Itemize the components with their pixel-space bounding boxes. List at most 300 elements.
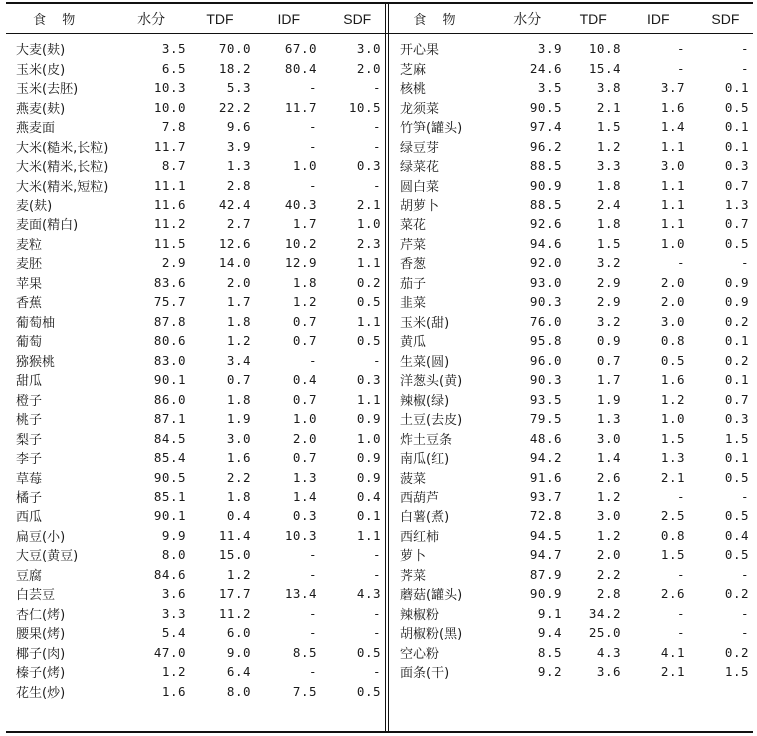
table-row — [6, 234, 385, 253]
idf-value: 1.7 — [292, 216, 317, 232]
table-row — [390, 273, 753, 292]
food-name: 胡萝卜 — [400, 198, 440, 214]
water-value: 93.5 — [529, 391, 562, 407]
idf-value: - — [308, 352, 317, 368]
water-value: 93.0 — [529, 274, 562, 290]
idf-value: 1.6 — [660, 372, 685, 388]
tdf-value: 1.4 — [596, 450, 621, 466]
table-row — [390, 39, 753, 58]
sdf-value: 2.3 — [356, 235, 381, 251]
idf-value: 1.5 — [660, 547, 685, 563]
water-value: 24.6 — [529, 60, 562, 76]
water-value: 7.8 — [161, 119, 186, 135]
tdf-value: 3.0 — [596, 430, 621, 446]
sdf-value: 0.2 — [724, 352, 749, 368]
food-name: 蘑菇(罐头) — [400, 588, 463, 604]
sdf-value: - — [372, 566, 381, 582]
idf-value: - — [676, 625, 685, 641]
table-row — [6, 156, 385, 175]
sdf-value: - — [740, 605, 749, 621]
food-name: 香蕉 — [16, 296, 43, 312]
sdf-value: - — [372, 177, 381, 193]
table-row — [390, 175, 753, 194]
idf-value: 1.3 — [660, 450, 685, 466]
table-row — [6, 312, 385, 331]
food-name: 生菜(圆) — [400, 354, 450, 370]
sdf-value: 0.1 — [724, 372, 749, 388]
tdf-value: 8.0 — [226, 683, 251, 699]
sdf-value: 0.9 — [724, 294, 749, 310]
water-value: 3.9 — [537, 41, 562, 57]
idf-value: - — [308, 119, 317, 135]
sdf-value: 0.7 — [724, 177, 749, 193]
right-half — [390, 4, 753, 681]
table-row — [6, 409, 385, 428]
water-value: 48.6 — [529, 430, 562, 446]
sdf-value: 0.1 — [724, 333, 749, 349]
sdf-value: - — [372, 119, 381, 135]
tdf-value: 14.0 — [218, 255, 251, 271]
idf-value: - — [676, 605, 685, 621]
sdf-value: 0.2 — [724, 644, 749, 660]
sdf-value: - — [740, 41, 749, 57]
table-row — [6, 662, 385, 681]
sdf-value: - — [740, 625, 749, 641]
tdf-value: 0.4 — [226, 508, 251, 524]
water-value: 84.5 — [153, 430, 186, 446]
header-sdf: SDF — [711, 10, 740, 27]
water-value: 11.7 — [153, 138, 186, 154]
table-row — [6, 331, 385, 350]
idf-value: 12.9 — [284, 255, 317, 271]
left-rows — [6, 39, 385, 701]
water-value: 9.9 — [161, 527, 186, 543]
sdf-value: 0.9 — [356, 450, 381, 466]
sdf-value: 1.1 — [356, 527, 381, 543]
food-name: 竹笋(罐头) — [400, 121, 463, 137]
tdf-value: 0.9 — [596, 333, 621, 349]
table-row — [6, 467, 385, 486]
food-name: 玉米(去胚) — [16, 82, 79, 98]
idf-value: 1.2 — [660, 391, 685, 407]
food-name: 玉米(甜) — [400, 315, 450, 331]
water-value: 90.1 — [153, 508, 186, 524]
tdf-value: 1.7 — [226, 294, 251, 310]
tdf-value: 1.2 — [226, 333, 251, 349]
table-row — [6, 351, 385, 370]
food-name: 面条(干) — [400, 666, 450, 682]
tdf-value: 1.8 — [226, 489, 251, 505]
sdf-value: 0.3 — [356, 372, 381, 388]
tdf-value: 2.8 — [226, 177, 251, 193]
food-name: 葡萄 — [16, 335, 43, 351]
sdf-value: 0.1 — [724, 80, 749, 96]
tdf-value: 5.3 — [226, 80, 251, 96]
water-value: 90.5 — [529, 99, 562, 115]
idf-value: 40.3 — [284, 196, 317, 212]
water-value: 87.8 — [153, 313, 186, 329]
sdf-value: 1.3 — [724, 196, 749, 212]
idf-value: 2.6 — [660, 586, 685, 602]
water-value: 83.6 — [153, 274, 186, 290]
idf-value: - — [308, 80, 317, 96]
tdf-value: 1.9 — [596, 391, 621, 407]
idf-value: 2.0 — [292, 430, 317, 446]
table-row — [6, 175, 385, 194]
sdf-value: 0.1 — [724, 450, 749, 466]
idf-value: 1.2 — [292, 294, 317, 310]
tdf-value: 12.6 — [218, 235, 251, 251]
sdf-value: 2.1 — [356, 196, 381, 212]
food-name: 西葫芦 — [400, 491, 440, 507]
food-name: 韭菜 — [400, 296, 427, 312]
water-value: 90.3 — [529, 372, 562, 388]
sdf-value: 1.1 — [356, 313, 381, 329]
water-value: 91.6 — [529, 469, 562, 485]
idf-value: 1.6 — [660, 99, 685, 115]
food-name: 洋葱头(黄) — [400, 374, 463, 390]
idf-value: - — [308, 177, 317, 193]
idf-value: 1.5 — [660, 430, 685, 446]
food-name: 黄瓜 — [400, 335, 427, 351]
idf-value: 2.1 — [660, 469, 685, 485]
idf-value: 3.0 — [660, 158, 685, 174]
water-value: 80.6 — [153, 333, 186, 349]
food-name: 辣椒(绿) — [400, 393, 450, 409]
table-row — [6, 273, 385, 292]
table-row — [390, 195, 753, 214]
food-name: 麦面(精白) — [16, 218, 79, 234]
idf-value: - — [308, 138, 317, 154]
water-value: 1.6 — [161, 683, 186, 699]
food-name: 萝卜 — [400, 549, 427, 565]
tdf-value: 3.4 — [226, 352, 251, 368]
water-value: 3.6 — [161, 586, 186, 602]
sdf-value: 0.7 — [724, 391, 749, 407]
sdf-value: 0.2 — [724, 586, 749, 602]
idf-value: - — [308, 566, 317, 582]
table-row — [6, 214, 385, 233]
tdf-value: 2.2 — [226, 469, 251, 485]
header-row-right — [390, 4, 753, 33]
header-water: 水分 — [513, 11, 542, 28]
table-row — [390, 58, 753, 77]
table-row — [6, 545, 385, 564]
tdf-value: 1.8 — [226, 313, 251, 329]
right-rows — [390, 39, 753, 681]
tdf-value: 3.0 — [596, 508, 621, 524]
sdf-value: 0.3 — [356, 158, 381, 174]
idf-value: 2.0 — [660, 294, 685, 310]
food-name: 榛子(烤) — [16, 666, 66, 682]
table-bottom-rule — [6, 731, 753, 733]
food-name: 南瓜(红) — [400, 452, 450, 468]
food-name: 开心果 — [400, 43, 440, 59]
sdf-value: 0.5 — [356, 294, 381, 310]
water-value: 8.5 — [537, 644, 562, 660]
idf-value: 2.1 — [660, 664, 685, 680]
sdf-value: 0.5 — [356, 644, 381, 660]
tdf-value: 1.2 — [596, 527, 621, 543]
header-food: 食 物 — [33, 13, 82, 28]
food-name: 龙须菜 — [400, 101, 440, 117]
water-value: 87.1 — [153, 411, 186, 427]
idf-value: - — [676, 489, 685, 505]
food-name: 空心粉 — [400, 646, 440, 662]
header-water: 水分 — [137, 11, 166, 28]
idf-value: 67.0 — [284, 41, 317, 57]
water-value: 92.0 — [529, 255, 562, 271]
food-name: 西红柿 — [400, 529, 440, 545]
water-value: 8.0 — [161, 547, 186, 563]
water-value: 11.5 — [153, 235, 186, 251]
food-name: 燕麦(麸) — [16, 101, 66, 117]
sdf-value: - — [740, 255, 749, 271]
header-tdf: TDF — [579, 10, 607, 27]
header-sdf: SDF — [343, 10, 372, 27]
table-row — [6, 39, 385, 58]
idf-value: 0.4 — [292, 372, 317, 388]
sdf-value: 0.4 — [356, 489, 381, 505]
table-row — [390, 214, 753, 233]
table-row — [6, 681, 385, 700]
food-name: 猕猴桃 — [16, 354, 56, 370]
idf-value: - — [308, 547, 317, 563]
idf-value: 3.0 — [660, 313, 685, 329]
food-name: 甜瓜 — [16, 374, 43, 390]
idf-value: 1.0 — [292, 158, 317, 174]
food-name: 绿豆芽 — [400, 140, 440, 156]
water-value: 1.2 — [161, 664, 186, 680]
idf-value: 1.1 — [660, 177, 685, 193]
idf-value: 0.5 — [660, 352, 685, 368]
food-name: 杏仁(烤) — [16, 607, 66, 623]
table-row — [6, 604, 385, 623]
sdf-value: - — [740, 60, 749, 76]
tdf-value: 34.2 — [588, 605, 621, 621]
table-row — [390, 604, 753, 623]
tdf-value: 17.7 — [218, 586, 251, 602]
table-row — [390, 584, 753, 603]
idf-value: 1.4 — [292, 489, 317, 505]
sdf-value: - — [372, 138, 381, 154]
table-row — [390, 234, 753, 253]
water-value: 47.0 — [153, 644, 186, 660]
tdf-value: 6.4 — [226, 664, 251, 680]
tdf-value: 9.6 — [226, 119, 251, 135]
tdf-value: 3.9 — [226, 138, 251, 154]
sdf-value: 0.5 — [356, 683, 381, 699]
water-value: 10.3 — [153, 80, 186, 96]
food-name: 辣椒粉 — [400, 607, 440, 623]
food-name: 菜花 — [400, 218, 427, 234]
food-name: 草莓 — [16, 471, 43, 487]
idf-value: - — [308, 625, 317, 641]
idf-value: 1.4 — [660, 119, 685, 135]
water-value: 9.4 — [537, 625, 562, 641]
idf-value: 1.1 — [660, 216, 685, 232]
idf-value: 80.4 — [284, 60, 317, 76]
food-name: 胡椒粉(黑) — [400, 627, 463, 643]
tdf-value: 3.3 — [596, 158, 621, 174]
water-value: 88.5 — [529, 196, 562, 212]
food-name: 麦粒 — [16, 237, 43, 253]
food-name: 燕麦面 — [16, 121, 56, 137]
table-row — [6, 428, 385, 447]
tdf-value: 2.4 — [596, 196, 621, 212]
table-row — [6, 97, 385, 116]
food-name: 麦胚 — [16, 257, 43, 273]
food-name: 西瓜 — [16, 510, 43, 526]
water-value: 92.6 — [529, 216, 562, 232]
tdf-value: 1.5 — [596, 119, 621, 135]
idf-value: 2.0 — [660, 274, 685, 290]
tdf-value: 0.7 — [596, 352, 621, 368]
idf-value: - — [676, 255, 685, 271]
tdf-value: 3.8 — [596, 80, 621, 96]
tdf-value: 1.7 — [596, 372, 621, 388]
column-divider — [385, 2, 389, 733]
tdf-value: 1.2 — [596, 489, 621, 505]
sdf-value: 0.1 — [724, 119, 749, 135]
tdf-value: 11.2 — [218, 605, 251, 621]
food-name: 芹菜 — [400, 237, 427, 253]
tdf-value: 1.8 — [226, 391, 251, 407]
food-name: 麦(麸) — [16, 198, 53, 214]
idf-value: 0.7 — [292, 333, 317, 349]
tdf-value: 2.9 — [596, 294, 621, 310]
sdf-value: - — [372, 664, 381, 680]
food-name: 土豆(去皮) — [400, 413, 463, 429]
idf-value: 7.5 — [292, 683, 317, 699]
tdf-value: 2.1 — [596, 99, 621, 115]
table-row — [6, 78, 385, 97]
sdf-value: 3.0 — [356, 41, 381, 57]
idf-value: 4.1 — [660, 644, 685, 660]
water-value: 95.8 — [529, 333, 562, 349]
table-row — [6, 448, 385, 467]
tdf-value: 11.4 — [218, 527, 251, 543]
table-row — [390, 467, 753, 486]
table-row — [390, 448, 753, 467]
tdf-value: 22.2 — [218, 99, 251, 115]
sdf-value: 0.2 — [356, 274, 381, 290]
water-value: 11.6 — [153, 196, 186, 212]
tdf-value: 18.2 — [218, 60, 251, 76]
water-value: 3.5 — [537, 80, 562, 96]
sdf-value: 0.4 — [724, 527, 749, 543]
sdf-value: 0.3 — [724, 158, 749, 174]
sdf-value: 0.5 — [724, 99, 749, 115]
tdf-value: 3.6 — [596, 664, 621, 680]
water-value: 87.9 — [529, 566, 562, 582]
tdf-value: 2.9 — [596, 274, 621, 290]
food-name: 橘子 — [16, 491, 43, 507]
water-value: 3.3 — [161, 605, 186, 621]
tdf-value: 1.2 — [226, 566, 251, 582]
idf-value: 0.8 — [660, 333, 685, 349]
sdf-value: 1.5 — [724, 664, 749, 680]
table-row — [390, 643, 753, 662]
sdf-value: 4.3 — [356, 586, 381, 602]
sdf-value: 0.5 — [724, 235, 749, 251]
water-value: 88.5 — [529, 158, 562, 174]
idf-value: 0.7 — [292, 391, 317, 407]
table-row — [6, 506, 385, 525]
sdf-value: - — [372, 80, 381, 96]
tdf-value: 42.4 — [218, 196, 251, 212]
sdf-value: 0.2 — [724, 313, 749, 329]
idf-value: 1.3 — [292, 469, 317, 485]
table-row — [390, 526, 753, 545]
idf-value: 0.7 — [292, 450, 317, 466]
sdf-value: 1.1 — [356, 255, 381, 271]
sdf-value: 1.0 — [356, 216, 381, 232]
sdf-value: 0.9 — [724, 274, 749, 290]
idf-value: 10.3 — [284, 527, 317, 543]
water-value: 83.0 — [153, 352, 186, 368]
water-value: 93.7 — [529, 489, 562, 505]
water-value: 90.1 — [153, 372, 186, 388]
water-value: 79.5 — [529, 411, 562, 427]
table-row — [390, 370, 753, 389]
table-row — [390, 331, 753, 350]
tdf-value: 3.2 — [596, 255, 621, 271]
food-name: 白薯(煮) — [400, 510, 450, 526]
tdf-value: 2.0 — [226, 274, 251, 290]
food-name: 大米(精米,短粒) — [16, 179, 109, 195]
water-value: 96.0 — [529, 352, 562, 368]
table-row — [390, 78, 753, 97]
food-name: 香葱 — [400, 257, 427, 273]
water-value: 85.1 — [153, 489, 186, 505]
sdf-value: 1.0 — [356, 430, 381, 446]
idf-value: 8.5 — [292, 644, 317, 660]
left-half — [6, 4, 385, 701]
sdf-value: - — [372, 625, 381, 641]
food-name: 椰子(肉) — [16, 646, 66, 662]
tdf-value: 15.0 — [218, 547, 251, 563]
food-name: 李子 — [16, 452, 43, 468]
water-value: 6.5 — [161, 60, 186, 76]
idf-value: 1.1 — [660, 196, 685, 212]
water-value: 90.5 — [153, 469, 186, 485]
table-row — [390, 487, 753, 506]
idf-value: 0.3 — [292, 508, 317, 524]
table-row — [6, 643, 385, 662]
food-name: 圆白菜 — [400, 179, 440, 195]
table-row — [6, 526, 385, 545]
idf-value: 0.8 — [660, 527, 685, 543]
tdf-value: 2.7 — [226, 216, 251, 232]
sdf-value: 0.5 — [356, 333, 381, 349]
water-value: 96.2 — [529, 138, 562, 154]
idf-value: 11.7 — [284, 99, 317, 115]
idf-value: 1.0 — [660, 235, 685, 251]
sdf-value: - — [372, 605, 381, 621]
food-name: 扁豆(小) — [16, 529, 66, 545]
food-name: 梨子 — [16, 432, 43, 448]
tdf-value: 1.3 — [226, 158, 251, 174]
food-name: 花生(炒) — [16, 685, 66, 701]
sdf-value: - — [372, 352, 381, 368]
water-value: 94.7 — [529, 547, 562, 563]
table-row — [390, 623, 753, 642]
table-row — [6, 117, 385, 136]
idf-value: 1.0 — [660, 411, 685, 427]
table-row — [390, 117, 753, 136]
sdf-value: 0.7 — [724, 216, 749, 232]
